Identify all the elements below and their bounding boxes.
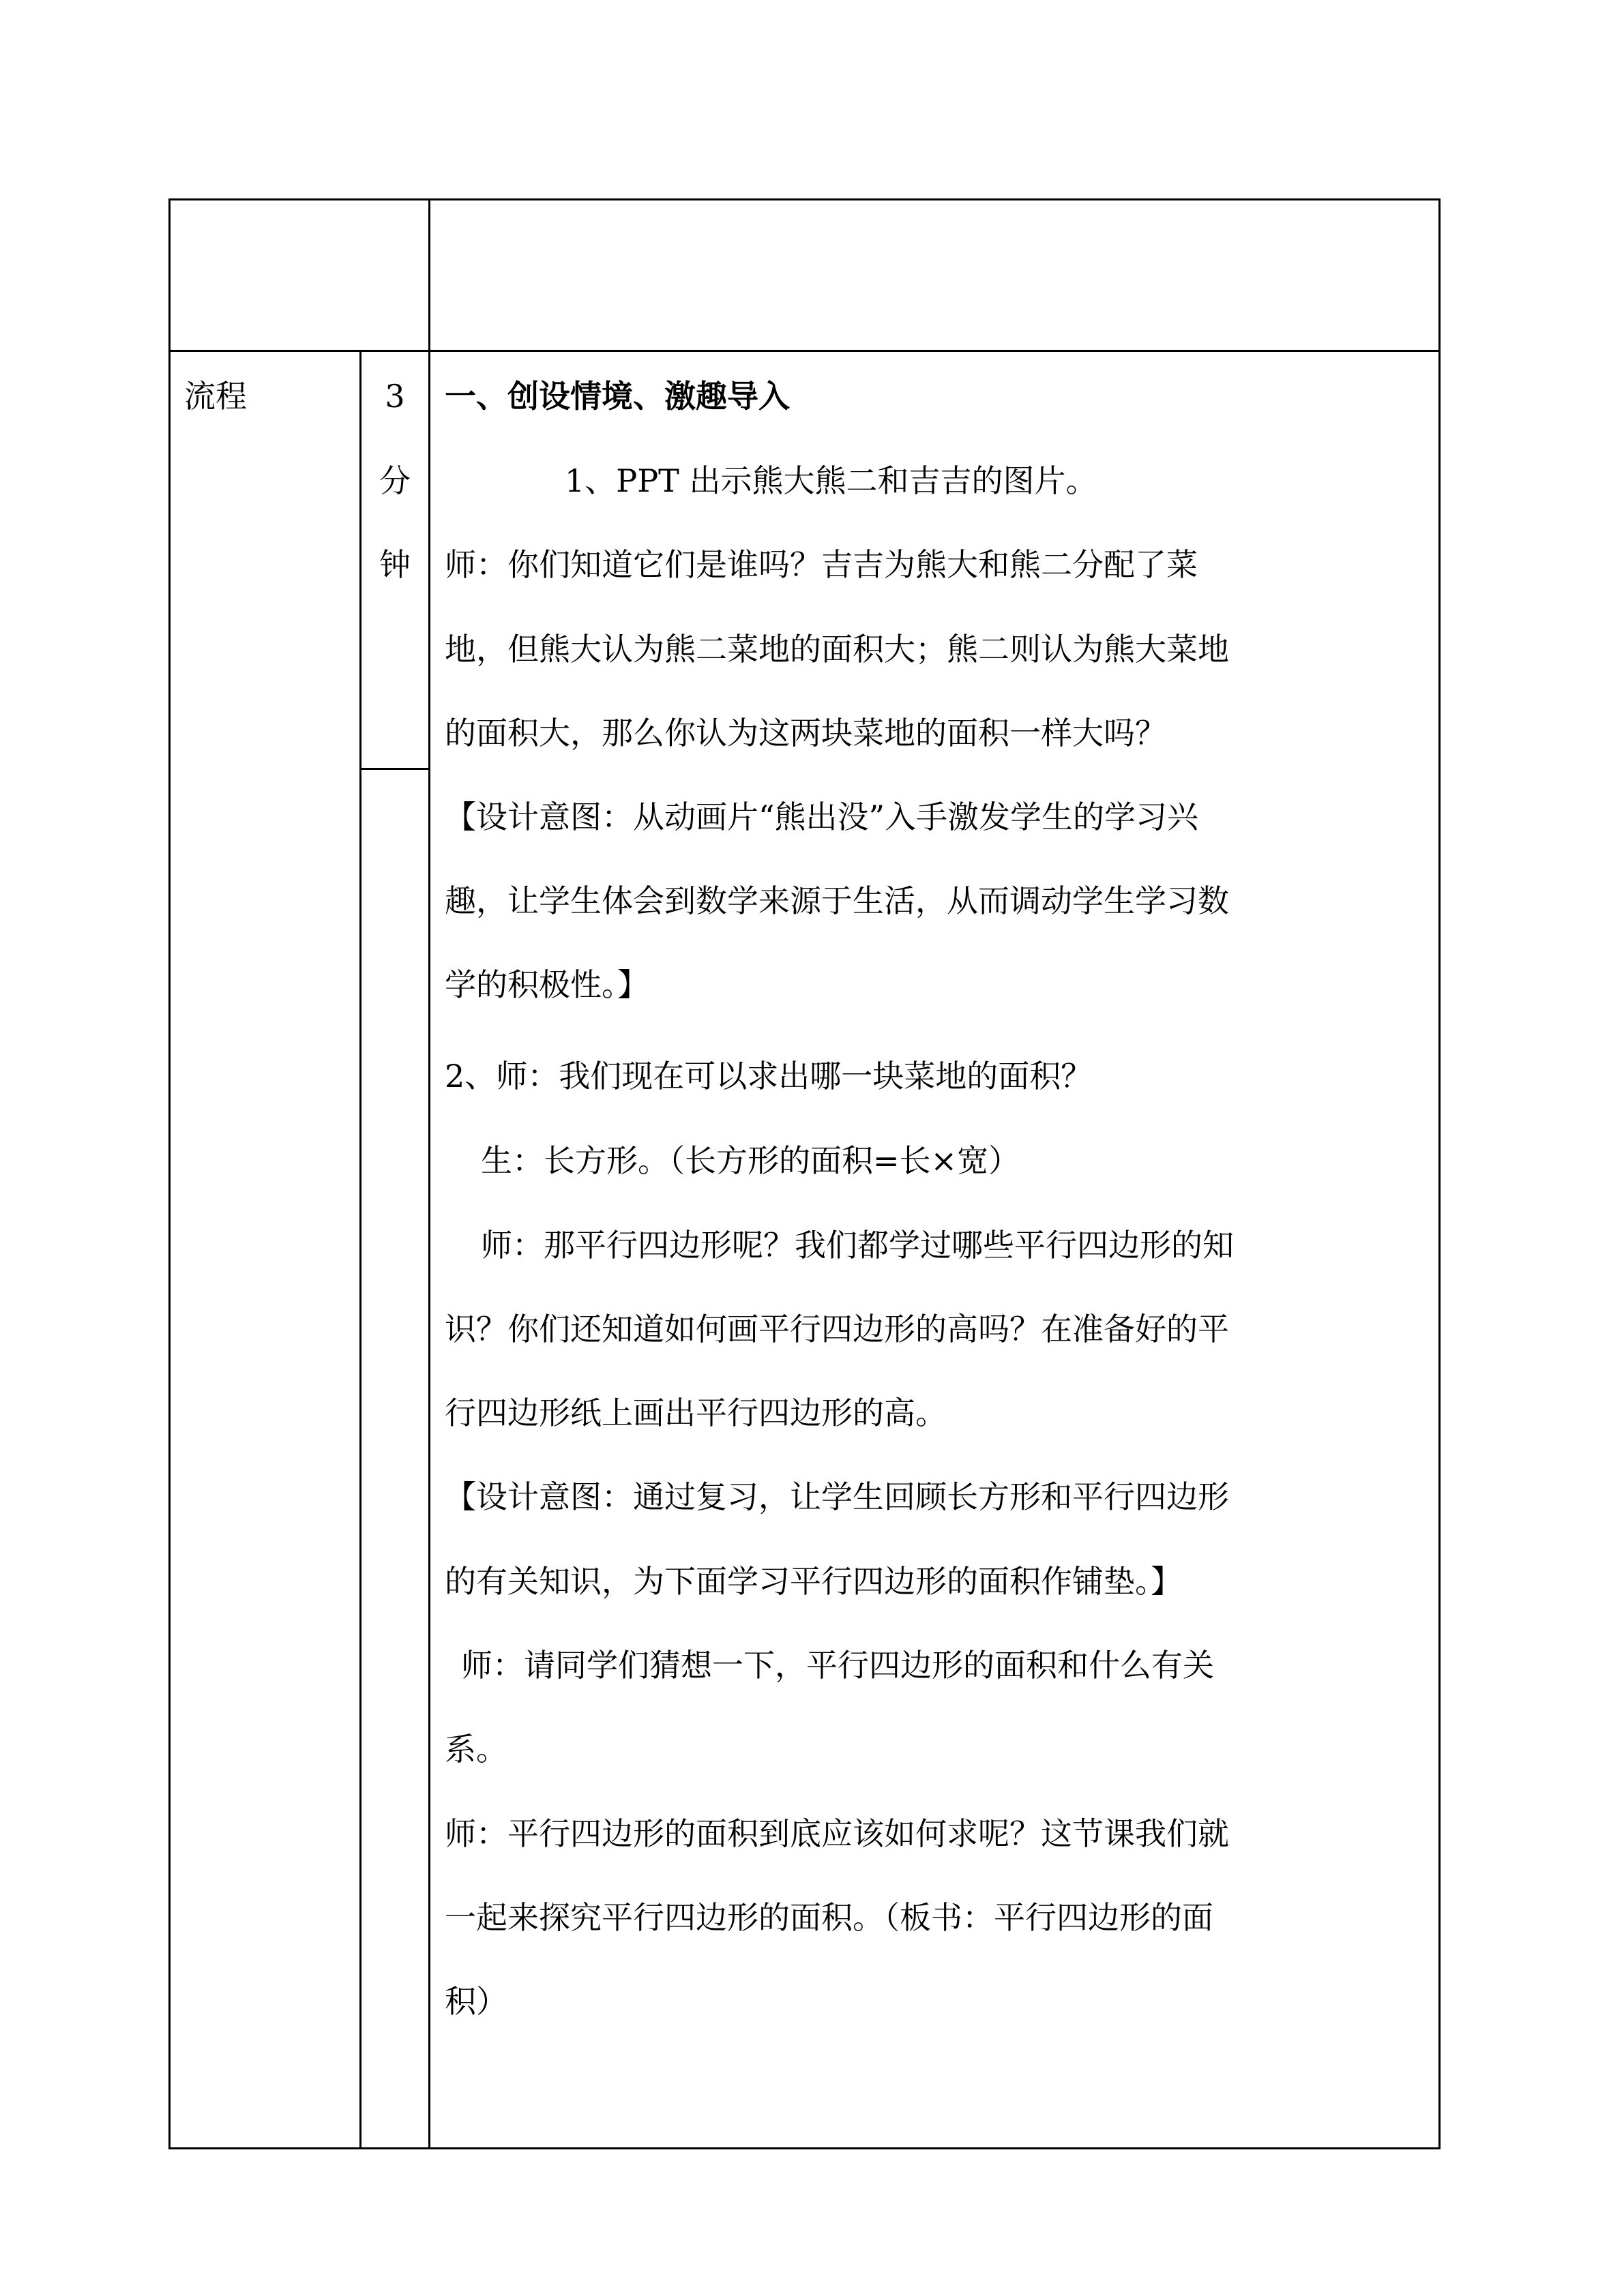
content-line: 地，但熊大认为熊二菜地的面积大；熊二则认为熊大菜地 <box>445 631 1229 668</box>
time-column-left-border <box>359 350 361 2149</box>
content-column-left-border <box>428 198 430 2149</box>
content-line: 的面积大，那么你认为这两块菜地的面积一样大吗？ <box>445 715 1166 751</box>
content-line: 识？你们还知道如何画平行四边形的高吗？在准备好的平 <box>445 1311 1229 1347</box>
design-intent-line: 趣，让学生体会到数学来源于生活，从而调动学生学习数 <box>445 882 1229 919</box>
design-intent-line: 的有关知识，为下面学习平行四边形的面积作铺垫。】 <box>445 1563 1182 1600</box>
design-intent-line: 【设计意图：从动画片“熊出没”入手激发学生的学习兴 <box>445 799 1199 835</box>
design-intent-line: 学的积极性。】 <box>445 966 649 1003</box>
time-cell-divider <box>359 768 430 770</box>
table-border-right <box>1438 198 1441 2149</box>
content-line: 积） <box>445 1983 507 2020</box>
content-line: 1、PPT 出示熊大熊二和吉吉的图片。 <box>565 462 1097 499</box>
content-line: 师：请同学们猜想一下，平行四边形的面积和什么有关 <box>461 1647 1214 1684</box>
content-line: 一起来探究平行四边形的面积。（板书：平行四边形的面 <box>445 1899 1213 1936</box>
content-line: 师：平行四边形的面积到底应该如何求呢？这节课我们就 <box>445 1815 1229 1852</box>
time-char: 分 <box>379 462 411 499</box>
time-char: 钟 <box>379 546 411 583</box>
content-line: 师：那平行四边形呢？我们都学过哪些平行四边形的知 <box>481 1227 1234 1264</box>
content-line: 2、师：我们现在可以求出哪一块菜地的面积？ <box>445 1058 1093 1094</box>
row-label: 流程 <box>184 378 247 415</box>
design-intent-line: 【设计意图：通过复习，让学生回顾长方形和平行四边形 <box>445 1478 1229 1515</box>
content-line: 行四边形纸上画出平行四边形的高。 <box>445 1395 947 1431</box>
section-heading: 一、创设情境、激趣导入 <box>445 378 790 415</box>
content-line: 系。 <box>445 1731 507 1768</box>
content-line: 师：你们知道它们是谁吗？吉吉为熊大和熊二分配了菜 <box>445 546 1198 583</box>
table-border-top <box>168 198 1441 200</box>
content-line: 生：长方形。（长方形的面积=长×宽） <box>481 1142 1020 1179</box>
time-char: 3 <box>385 378 405 415</box>
table-border-left <box>168 198 171 2149</box>
